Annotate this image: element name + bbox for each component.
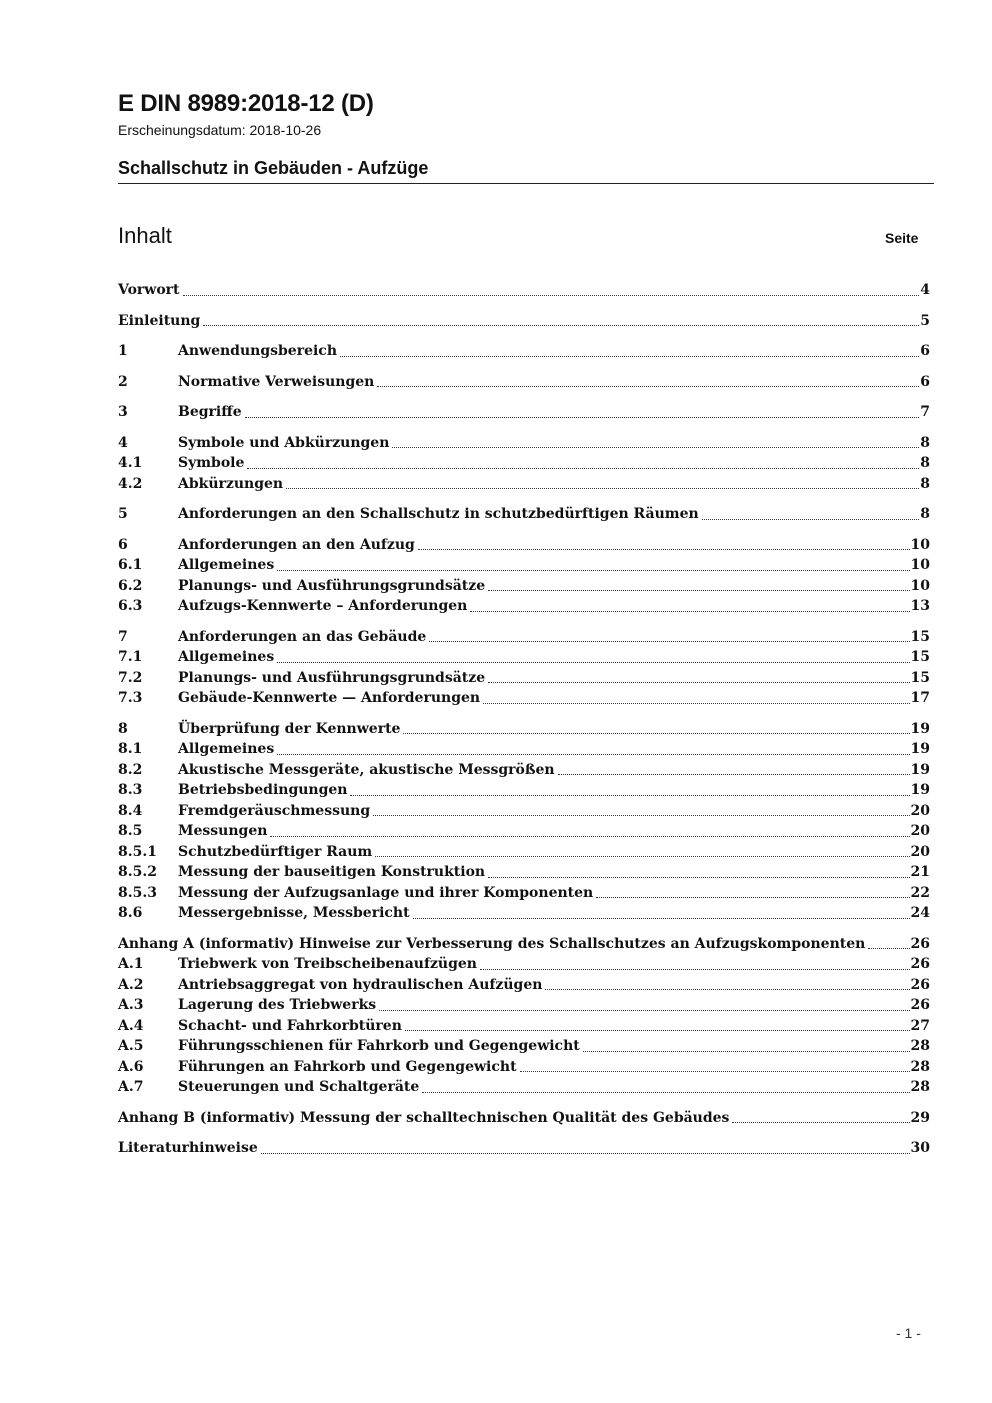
toc-dot-leader: [488, 590, 909, 591]
toc-entry[interactable]: [118, 1016, 930, 1037]
toc-entry-page: 15: [910, 628, 930, 645]
toc-entry-title: Anforderungen an den Aufzug: [178, 536, 415, 553]
document-title: Schallschutz in Gebäuden - Aufzüge: [118, 158, 429, 178]
toc-entry[interactable]: [118, 1036, 930, 1057]
toc-entry-page: 28: [910, 1038, 930, 1054]
toc-dot-leader: [702, 519, 920, 520]
toc-dot-leader: [470, 611, 909, 612]
toc-entry-number: 5: [118, 506, 128, 522]
toc-entry[interactable]: [118, 341, 930, 362]
toc-entry[interactable]: [118, 862, 930, 883]
toc-dot-leader: [375, 856, 909, 857]
toc-entry-page: 28: [910, 1079, 930, 1095]
toc-entry-page: 8: [920, 455, 930, 471]
document-code: E DIN 8989:2018-12 (D): [118, 90, 374, 117]
toc-dot-leader: [483, 703, 909, 704]
toc-entry-title: Steuerungen und Schaltgeräte: [178, 1079, 420, 1095]
toc-dot-leader: [340, 356, 919, 357]
toc-entry-page: 28: [910, 1058, 930, 1075]
toc-entry-title: Normative Verweisungen: [178, 373, 375, 390]
toc-entry[interactable]: [118, 647, 930, 668]
toc-entry-page: 8: [920, 434, 930, 451]
toc-entry-page: 10: [910, 536, 930, 553]
toc-entry-title: Symbole: [178, 455, 245, 471]
toc-entry-page: 7: [920, 404, 930, 420]
toc-entry[interactable]: [118, 842, 930, 863]
toc-entry-title: Einleitung: [118, 312, 201, 329]
toc-entry-number: 8.1: [118, 741, 143, 757]
toc-entry-page: 20: [910, 823, 930, 839]
toc-dot-leader: [350, 795, 909, 796]
toc-entry-number: 8.5.3: [118, 884, 157, 901]
toc-dot-leader: [422, 1092, 909, 1093]
toc-entry-title: Betriebsbedingungen: [178, 782, 348, 798]
toc-entry[interactable]: [118, 688, 930, 709]
toc-entry-page: 26: [910, 976, 930, 993]
toc-dot-leader: [245, 417, 920, 418]
toc-entry-page: 19: [910, 782, 930, 798]
toc-entry[interactable]: [118, 801, 930, 822]
toc-entry[interactable]: [118, 821, 930, 842]
toc-entry-title: Vorwort: [118, 282, 180, 298]
toc-dot-leader: [732, 1122, 909, 1123]
toc-entry[interactable]: [118, 780, 930, 801]
toc-dot-leader: [418, 549, 910, 550]
toc-entry[interactable]: [118, 719, 930, 740]
toc-entry-number: 8.5.1: [118, 843, 157, 860]
toc-entry[interactable]: [118, 903, 930, 924]
toc-entry-title: Planungs- und Ausführungsgrundsätze: [178, 669, 486, 686]
toc-dot-leader: [270, 836, 909, 837]
toc-entry-title: Allgemeines: [178, 741, 275, 757]
toc-entry-page: 30: [910, 1140, 930, 1156]
toc-entry-page: 6: [920, 373, 930, 390]
toc-entry-title: Lagerung des Triebwerks: [178, 997, 377, 1013]
toc-entry-number: 8.6: [118, 905, 143, 921]
toc-entry[interactable]: [118, 995, 930, 1016]
toc-entry[interactable]: [118, 883, 930, 904]
toc-entry-number: 7.2: [118, 669, 143, 686]
toc-entry[interactable]: [118, 453, 930, 474]
toc-entry-title: Messung der Aufzugsanlage und ihrer Komponenten: [178, 884, 594, 901]
toc-dot-leader: [277, 754, 909, 755]
toc-entry-title: Gebäude-Kennwerte — Anforderungen: [178, 690, 481, 706]
toc-dot-leader: [583, 1051, 910, 1052]
toc-entry-title: Symbole und Abkürzungen: [178, 434, 390, 451]
toc-entry-title: Schacht- und Fahrkorbtüren: [178, 1017, 402, 1034]
toc-page-column-label: Seite: [885, 230, 919, 246]
toc-entry[interactable]: [118, 535, 930, 556]
toc-entry-title: Anhang A (informativ) Hinweise zur Verbesserung des Schallschutzes an Aufzugskomponenten: [118, 935, 866, 952]
toc-dot-leader: [403, 733, 909, 734]
toc-entry-page: 24: [910, 905, 930, 921]
toc-dot-leader: [379, 1010, 909, 1011]
toc-entry[interactable]: [118, 1057, 930, 1078]
toc-entry-number: A.6: [118, 1058, 144, 1075]
toc-entry-number: 8.3: [118, 782, 143, 798]
toc-entry-number: 2: [118, 373, 128, 390]
title-underline: [118, 183, 934, 184]
toc-entry[interactable]: [118, 934, 930, 955]
toc-dot-leader: [405, 1030, 910, 1031]
toc-dot-leader: [480, 969, 910, 970]
toc-entry-page: 4: [920, 282, 930, 298]
toc-entry-page: 17: [910, 690, 930, 706]
toc-entry-title: Triebwerk von Treibscheibenaufzügen: [178, 956, 477, 972]
toc-entry-number: A.5: [118, 1038, 144, 1054]
toc-entry-title: Messungen: [178, 823, 268, 839]
toc-entry-title: Anwendungsbereich: [178, 343, 337, 359]
toc-entry-page: 20: [910, 802, 930, 819]
toc-entry[interactable]: [118, 474, 930, 495]
toc-entry[interactable]: [118, 1138, 930, 1159]
toc-entry[interactable]: [118, 954, 930, 975]
toc-entry-title: Messung der bauseitigen Konstruktion: [178, 864, 486, 880]
toc-entry-page: 13: [910, 598, 930, 614]
toc-entry-number: 4.2: [118, 475, 143, 492]
toc-entry-title: Fremdgeräuschmessung: [178, 802, 371, 819]
toc-entry[interactable]: [118, 504, 930, 525]
toc-entry-number: A.2: [118, 976, 144, 993]
page-number: - 1 -: [896, 1325, 921, 1341]
toc-entry-title: Schutzbedürftiger Raum: [178, 843, 373, 860]
toc-entry-page: 8: [920, 475, 930, 492]
toc-entry[interactable]: [118, 668, 930, 689]
toc-entry-title: Überprüfung der Kennwerte: [178, 720, 401, 737]
toc-entry[interactable]: [118, 372, 930, 393]
toc-dot-leader: [545, 989, 909, 990]
toc-entry-page: 6: [920, 343, 930, 359]
toc-dot-leader: [203, 325, 919, 326]
toc-entry-title: Antriebsaggregat von hydraulischen Aufzügen: [178, 976, 543, 993]
toc-entry[interactable]: [118, 433, 930, 454]
toc-entry-page: 15: [910, 669, 930, 686]
toc-entry-number: 8.5: [118, 823, 143, 839]
toc-entry-page: 5: [920, 312, 930, 329]
toc-entry-title: Anforderungen an das Gebäude: [178, 628, 427, 645]
toc-dot-leader: [183, 295, 920, 296]
toc-entry[interactable]: [118, 627, 930, 648]
toc-entry-number: 6.2: [118, 577, 143, 594]
toc-entry-title: Abkürzungen: [178, 475, 284, 492]
toc-entry-number: 8.4: [118, 802, 143, 819]
publication-date: Erscheinungsdatum: 2018-10-26: [118, 122, 322, 138]
toc-dot-leader: [377, 386, 919, 387]
toc-entry-title: Allgemeines: [178, 649, 275, 665]
toc-entry[interactable]: [118, 555, 930, 576]
toc-entry-number: 7: [118, 628, 128, 645]
toc-entry-title: Messergebnisse, Messbericht: [178, 905, 410, 921]
toc-dot-leader: [373, 815, 909, 816]
toc-entry[interactable]: [118, 1108, 930, 1129]
toc-entry-number: A.1: [118, 956, 144, 972]
toc-entry-number: A.3: [118, 997, 144, 1013]
toc-dot-leader: [520, 1071, 910, 1072]
toc-entry-number: 7.3: [118, 690, 143, 706]
toc-entry[interactable]: [118, 576, 930, 597]
toc-entry[interactable]: [118, 1077, 930, 1098]
toc-entry-title: Anhang B (informativ) Messung der schalltechnischen Qualität des Gebäudes: [118, 1109, 730, 1126]
toc-entry-title: Planungs- und Ausführungsgrundsätze: [178, 577, 486, 594]
toc-entry[interactable]: [118, 739, 930, 760]
toc-dot-leader: [261, 1153, 910, 1154]
toc-entry-title: Aufzugs-Kennwerte – Anforderungen: [178, 598, 468, 614]
toc-entry-page: 22: [910, 884, 930, 901]
toc-dot-leader: [868, 948, 909, 949]
toc-entry-page: 19: [910, 761, 930, 778]
toc-entry-page: 21: [910, 864, 930, 880]
toc-entry-number: 8: [118, 720, 128, 737]
toc-entry-number: 8.5.2: [118, 864, 157, 880]
toc-entry-page: 8: [920, 506, 930, 522]
toc-entry-number: A.7: [118, 1079, 144, 1095]
toc-entry-page: 27: [910, 1017, 930, 1034]
toc-entry-page: 15: [910, 649, 930, 665]
toc-entry-page: 10: [910, 557, 930, 573]
toc-entry-title: Allgemeines: [178, 557, 275, 573]
toc-entry-number: A.4: [118, 1017, 144, 1034]
toc-entry-number: 3: [118, 404, 128, 420]
toc-entry-title: Begriffe: [178, 404, 242, 420]
toc-entry-title: Führungen an Fahrkorb und Gegengewicht: [178, 1058, 517, 1075]
toc-entry-page: 26: [910, 935, 930, 952]
toc-dot-leader: [488, 877, 909, 878]
toc-entry-page: 10: [910, 577, 930, 594]
toc-entry-title: Akustische Messgeräte, akustische Messgrößen: [178, 761, 555, 778]
toc-entry-number: 4: [118, 434, 128, 451]
toc-dot-leader: [429, 641, 909, 642]
toc-dot-leader: [596, 897, 909, 898]
toc-entry[interactable]: [118, 402, 930, 423]
toc-dot-leader: [488, 682, 909, 683]
toc-dot-leader: [413, 918, 910, 919]
toc-dot-leader: [286, 488, 919, 489]
toc-heading: Inhalt: [118, 223, 172, 248]
toc-entry-number: 6: [118, 536, 128, 553]
toc-dot-leader: [277, 570, 909, 571]
toc-dot-leader: [247, 468, 919, 469]
toc-entry-page: 19: [910, 720, 930, 737]
toc-entry-number: 8.2: [118, 761, 143, 778]
toc-entry-page: 29: [910, 1109, 930, 1126]
toc-entry-number: 6.1: [118, 557, 143, 573]
toc-entry[interactable]: [118, 280, 930, 301]
toc-entry-number: 1: [118, 343, 128, 359]
toc-entry-page: 26: [910, 997, 930, 1013]
toc-entry[interactable]: [118, 760, 930, 781]
toc-entry[interactable]: [118, 975, 930, 996]
toc-entry-page: 20: [910, 843, 930, 860]
toc-entry-title: Führungsschienen für Fahrkorb und Gegengewicht: [178, 1038, 580, 1054]
toc-dot-leader: [392, 447, 919, 448]
toc-entry-number: 6.3: [118, 598, 143, 614]
toc-dot-leader: [558, 774, 910, 775]
toc-entry-page: 26: [910, 956, 930, 972]
toc-entry-title: Literaturhinweise: [118, 1140, 258, 1156]
table-of-contents: [118, 280, 930, 1159]
toc-dot-leader: [277, 662, 909, 663]
toc-entry-title: Anforderungen an den Schallschutz in schutzbedürftigen Räumen: [178, 506, 699, 522]
toc-entry[interactable]: [118, 311, 930, 332]
toc-entry-page: 19: [910, 741, 930, 757]
toc-entry-number: 7.1: [118, 649, 143, 665]
toc-entry-number: 4.1: [118, 455, 143, 471]
toc-entry[interactable]: [118, 596, 930, 617]
